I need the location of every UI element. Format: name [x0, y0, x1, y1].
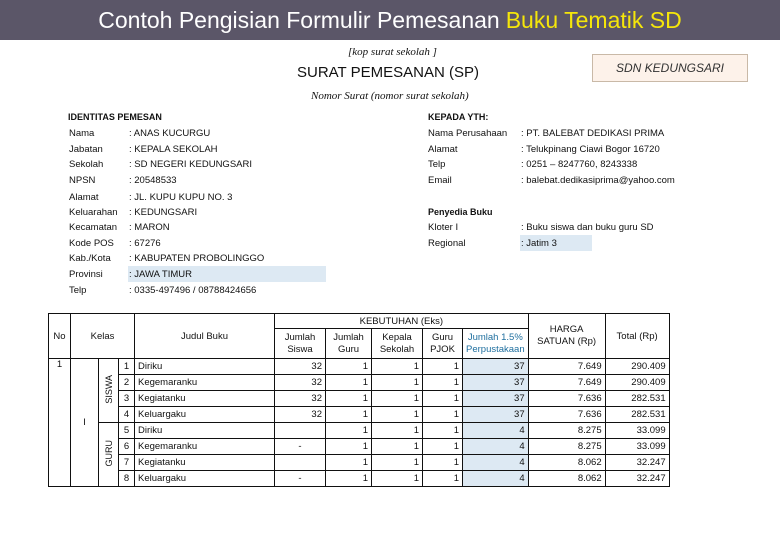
kepada-label: Alamat	[428, 144, 458, 155]
cell-judul: Kegemaranku	[135, 439, 275, 455]
table-row	[49, 471, 670, 487]
cell-pjok: 1	[423, 391, 463, 407]
identitas-label: Kecamatan	[69, 222, 118, 233]
cell-judul: Keluargaku	[135, 407, 275, 423]
penyedia-heading: Penyedia Buku	[428, 207, 493, 217]
header-jumlah-siswa: Jumlah Siswa	[275, 329, 326, 359]
cell-total: 33.099	[605, 423, 669, 439]
cell-pjok: 1	[423, 471, 463, 487]
cell-total: 282.531	[605, 407, 669, 423]
cell-siswa: 32	[275, 375, 326, 391]
kepada-heading: KEPADA YTH:	[428, 112, 489, 122]
cell-guru: 1	[326, 439, 372, 455]
table-row	[49, 439, 670, 455]
cell-siswa	[275, 455, 326, 471]
banner-title-part2: Buku Tematik SD	[505, 6, 682, 33]
cell-judul: Kegiatanku	[135, 391, 275, 407]
cell-kepala: 1	[372, 471, 423, 487]
identitas-value: : 67276	[129, 238, 161, 249]
cell-harga: 8.275	[528, 423, 605, 439]
cell-siswa	[275, 423, 326, 439]
identitas-value: : ANAS KUCURGU	[129, 128, 211, 139]
cell-kepala: 1	[372, 359, 423, 375]
identitas-value: : SD NEGERI KEDUNGSARI	[129, 159, 252, 170]
table-row	[49, 359, 670, 375]
kepada-label: Email	[428, 175, 452, 186]
cell-pjok: 1	[423, 375, 463, 391]
identitas-label: NPSN	[69, 175, 96, 186]
header-guru-pjok: Guru PJOK	[423, 329, 463, 359]
header-kepala-sekolah: Kepala Sekolah	[372, 329, 423, 359]
cell-harga: 7.649	[528, 375, 605, 391]
cell-total: 282.531	[605, 391, 669, 407]
cell-judul: Keluargaku	[135, 471, 275, 487]
cell-perpus: 4	[463, 471, 529, 487]
kepada-label: Telp	[428, 159, 446, 170]
cell-kepala: 1	[372, 391, 423, 407]
header-perpustakaan: Jumlah 1.5% Perpustakaan	[463, 329, 529, 359]
cell-harga: 7.649	[528, 359, 605, 375]
cell-kepala: 1	[372, 375, 423, 391]
cell-siswa: 32	[275, 391, 326, 407]
cell-perpus: 4	[463, 439, 529, 455]
cell-perpus: 37	[463, 391, 529, 407]
cell-total: 290.409	[605, 359, 669, 375]
cell-kepala: 1	[372, 423, 423, 439]
kepada-value: : balebat.dedikasiprima@yahoo.com	[521, 175, 675, 186]
cell-siswa: -	[275, 439, 326, 455]
cell-total: 32.247	[605, 455, 669, 471]
penyedia-value: : Buku siswa dan buku guru SD	[521, 222, 654, 233]
kepada-value: : Telukpinang Ciawi Bogor 16720	[521, 144, 660, 155]
header-no: No	[49, 314, 71, 359]
cell-harga: 8.062	[528, 471, 605, 487]
identitas-value: : MARON	[129, 222, 170, 233]
cell-total: 290.409	[605, 375, 669, 391]
cell-no: 1	[49, 359, 71, 487]
identitas-label: Alamat	[69, 192, 99, 203]
header-jumlah-guru: Jumlah Guru	[326, 329, 372, 359]
letter-title: SURAT PEMESANAN (SP)	[297, 64, 479, 81]
cell-perpus: 37	[463, 375, 529, 391]
table-row	[49, 391, 670, 407]
cell-judul: Diriku	[135, 423, 275, 439]
kepada-value: : 0251 – 8247760, 8243338	[521, 159, 638, 170]
cell-guru: 1	[326, 407, 372, 423]
cell-siswa: 32	[275, 359, 326, 375]
table-row	[49, 375, 670, 391]
identitas-label: Keluarahan	[69, 207, 118, 218]
cell-pjok: 1	[423, 439, 463, 455]
kepada-value: : PT. BALEBAT DEDIKASI PRIMA	[521, 128, 665, 139]
identitas-value: : 0335-497496 / 08788424656	[129, 285, 257, 296]
cell-n: 4	[119, 407, 135, 423]
identitas-value: : KEDUNGSARI	[129, 207, 198, 218]
group-siswa-label: SISWA	[103, 374, 114, 404]
identitas-label: Jabatan	[69, 144, 103, 155]
cell-kepala: 1	[372, 439, 423, 455]
cell-pjok: 1	[423, 423, 463, 439]
nomor-surat: Nomor Surat (nomor surat sekolah)	[311, 90, 469, 102]
cell-perpus: 4	[463, 423, 529, 439]
header-kebutuhan: KEBUTUHAN (Eks)	[275, 314, 529, 329]
kop-surat: [kop surat sekolah ]	[348, 46, 437, 58]
school-name-box	[592, 54, 748, 82]
cell-n: 3	[119, 391, 135, 407]
identitas-value: : KEPALA SEKOLAH	[129, 144, 218, 155]
penyedia-label: Regional	[428, 238, 466, 249]
cell-harga: 8.062	[528, 455, 605, 471]
cell-judul: Diriku	[135, 359, 275, 375]
group-guru-label: GURU	[103, 439, 114, 467]
cell-perpus: 37	[463, 359, 529, 375]
school-name: SDN KEDUNGSARI	[615, 61, 725, 75]
cell-guru: 1	[326, 375, 372, 391]
cell-siswa: -	[275, 471, 326, 487]
group-guru	[99, 423, 119, 487]
table-row	[49, 455, 670, 471]
cell-harga: 8.275	[528, 439, 605, 455]
cell-kepala: 1	[372, 455, 423, 471]
title-banner	[0, 0, 780, 40]
cell-kepala: 1	[372, 407, 423, 423]
table-row	[49, 407, 670, 423]
cell-perpus: 4	[463, 455, 529, 471]
header-harga: HARGA SATUAN (Rp)	[528, 314, 605, 359]
cell-judul: Kegiatanku	[135, 455, 275, 471]
identitas-label: Sekolah	[69, 159, 104, 170]
banner-title-part1: Contoh Pengisian Formulir Pemesanan	[98, 6, 500, 33]
header-judul: Judul Buku	[135, 314, 275, 359]
cell-pjok: 1	[423, 407, 463, 423]
cell-guru: 1	[326, 391, 372, 407]
cell-harga: 7.636	[528, 391, 605, 407]
header-total: Total (Rp)	[605, 314, 669, 359]
cell-siswa: 32	[275, 407, 326, 423]
cell-pjok: 1	[423, 359, 463, 375]
cell-perpus: 37	[463, 407, 529, 423]
order-table	[48, 313, 670, 487]
cell-n: 2	[119, 375, 135, 391]
cell-harga: 7.636	[528, 407, 605, 423]
identitas-label: Kode POS	[69, 238, 114, 249]
identitas-value: : 20548533	[129, 175, 177, 186]
cell-guru: 1	[326, 359, 372, 375]
cell-judul: Kegemaranku	[135, 375, 275, 391]
identitas-value: : JAWA TIMUR	[129, 269, 192, 280]
table-row	[49, 423, 670, 439]
cell-n: 6	[119, 439, 135, 455]
cell-guru: 1	[326, 423, 372, 439]
identitas-heading: IDENTITAS PEMESAN	[68, 112, 162, 122]
header-kelas: Kelas	[71, 314, 135, 359]
identitas-value: : KABUPATEN PROBOLINGGO	[129, 253, 265, 264]
cell-n: 7	[119, 455, 135, 471]
cell-total: 32.247	[605, 471, 669, 487]
penyedia-value: : Jatim 3	[521, 238, 557, 249]
cell-guru: 1	[326, 471, 372, 487]
identitas-value: : JL. KUPU KUPU NO. 3	[129, 192, 233, 203]
penyedia-label: Kloter I	[428, 222, 459, 233]
identitas-label: Nama	[69, 128, 95, 139]
cell-n: 5	[119, 423, 135, 439]
cell-kelas: I	[71, 359, 99, 487]
cell-guru: 1	[326, 455, 372, 471]
cell-pjok: 1	[423, 455, 463, 471]
identitas-label: Telp	[69, 285, 87, 296]
cell-total: 33.099	[605, 439, 669, 455]
identitas-label: Kab./Kota	[69, 253, 111, 264]
cell-n: 8	[119, 471, 135, 487]
identitas-label: Provinsi	[69, 269, 103, 280]
cell-n: 1	[119, 359, 135, 375]
group-siswa	[99, 359, 119, 423]
kepada-label: Nama Perusahaan	[428, 128, 508, 139]
